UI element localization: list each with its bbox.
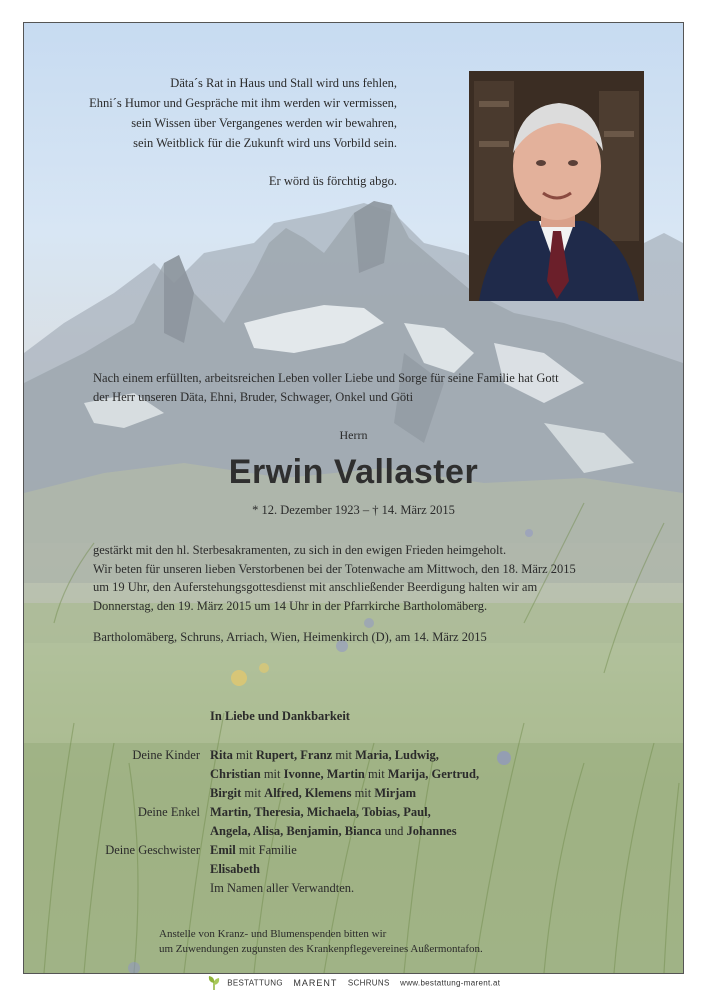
family-name: Johannes (406, 824, 457, 838)
leaf-logo-icon (207, 975, 221, 991)
connector: mit (260, 767, 284, 781)
family-row (24, 860, 683, 879)
footer-brand: MARENT (293, 978, 338, 988)
dialect-line: Er wörd üs förchtig abgo. (268, 174, 397, 188)
footer-url[interactable]: www.bestattung-marent.at (400, 978, 501, 988)
portrait-photo (469, 71, 644, 301)
life-dates: * 12. Dezember 1923 – † 14. März 2015 (252, 503, 455, 517)
family-row (24, 765, 683, 784)
family-name: Maria, Ludwig, (355, 748, 439, 762)
deceased-name: Erwin Vallaster (228, 453, 479, 491)
family-list (24, 746, 683, 898)
verse-line: sein Wissen über Vergangenes werden wir bewahren, (131, 116, 397, 130)
family-row (24, 822, 683, 841)
family-row (24, 879, 683, 898)
body-line: Wir beten für unseren lieben Verstorbenen bei der Totenwache am Mittwoch, den 18. März 2015 (93, 561, 576, 576)
family-row (24, 803, 683, 822)
family-name: Rita (210, 748, 233, 762)
family-row (24, 746, 683, 765)
memorial-verse (64, 73, 397, 153)
family-name: Emil (210, 843, 236, 857)
connector: und (381, 824, 407, 838)
family-name: Birgit (210, 786, 242, 800)
obituary-card (23, 22, 684, 974)
footnote-line: Anstelle von Kranz- und Blumenspenden bitten wir (159, 928, 387, 940)
body-line: gestärkt mit den hl. Sterbesakramenten, zu sich in den ewigen Frieden heimgeholt. (93, 543, 507, 557)
donation-note (159, 927, 639, 957)
family-row (24, 841, 683, 860)
family-name: Mirjam (374, 786, 417, 800)
connector: mit (232, 748, 256, 762)
footer-town: SCHRUNS (347, 978, 390, 988)
family-name: Marija, Gertrud, (387, 767, 480, 781)
salutation: Herrn (339, 428, 368, 442)
connector: mit (241, 786, 265, 800)
body-line: Donnerstag, den 19. März 2015 um 14 Uhr in der Pfarrkirche Bartholomäberg. (93, 598, 488, 613)
funeral-details (93, 541, 663, 615)
verse-line: Däta´s Rat in Haus und Stall wird uns fehlen, (170, 76, 397, 90)
verse-line: Ehni´s Humor und Gespräche mit ihm werden wir vermissen, (89, 96, 397, 110)
kinder-label: Deine Kinder (132, 748, 200, 762)
family-name: Christian (210, 767, 261, 781)
family-name: Martin, Theresia, Michaela, Tobias, Paul, (210, 805, 431, 819)
family-name: Alfred, Klemens (264, 786, 352, 800)
intro-line: der Herr unseren Däta, Ehni, Bruder, Schwager, Onkel und Göti (93, 390, 414, 404)
footnote-line: um Zuwendungen zugunsten des Krankenpflegevereines Außermontafon. (159, 943, 483, 955)
intro-text (93, 369, 653, 407)
footer-bestattung: BESTATTUNG (227, 978, 283, 988)
relatives-note: Im Namen aller Verwandten. (210, 881, 355, 895)
family-name: Ivonne, Martin (283, 767, 365, 781)
enkel-label: Deine Enkel (137, 805, 200, 819)
connector: mit (364, 767, 388, 781)
connector: mit (332, 748, 356, 762)
intro-line: Nach einem erfüllten, arbeitsreichen Leben voller Liebe und Sorge für seine Familie hat Gott (93, 371, 559, 385)
connector: mit (351, 786, 375, 800)
place-and-date: Bartholomäberg, Schruns, Arriach, Wien, Heimenkirch (D), am 14. März 2015 (93, 630, 487, 644)
funeral-home-footer (0, 975, 707, 995)
connector: mit Familie (235, 843, 297, 857)
geschwister-label: Deine Geschwister (105, 843, 200, 857)
family-row (24, 784, 683, 803)
verse-line: sein Weitblick für die Zukunft wird uns Vorbild sein. (133, 136, 397, 150)
family-name: Angela, Alisa, Benjamin, Bianca (210, 824, 382, 838)
family-name: Rupert, Franz (255, 748, 333, 762)
family-name: Elisabeth (210, 862, 261, 876)
body-line: um 19 Uhr, den Auferstehungsgottesdienst mit anschließender Beerdigung halten wir am (93, 580, 538, 594)
dankbarkeit-heading: In Liebe und Dankbarkeit (210, 709, 350, 723)
